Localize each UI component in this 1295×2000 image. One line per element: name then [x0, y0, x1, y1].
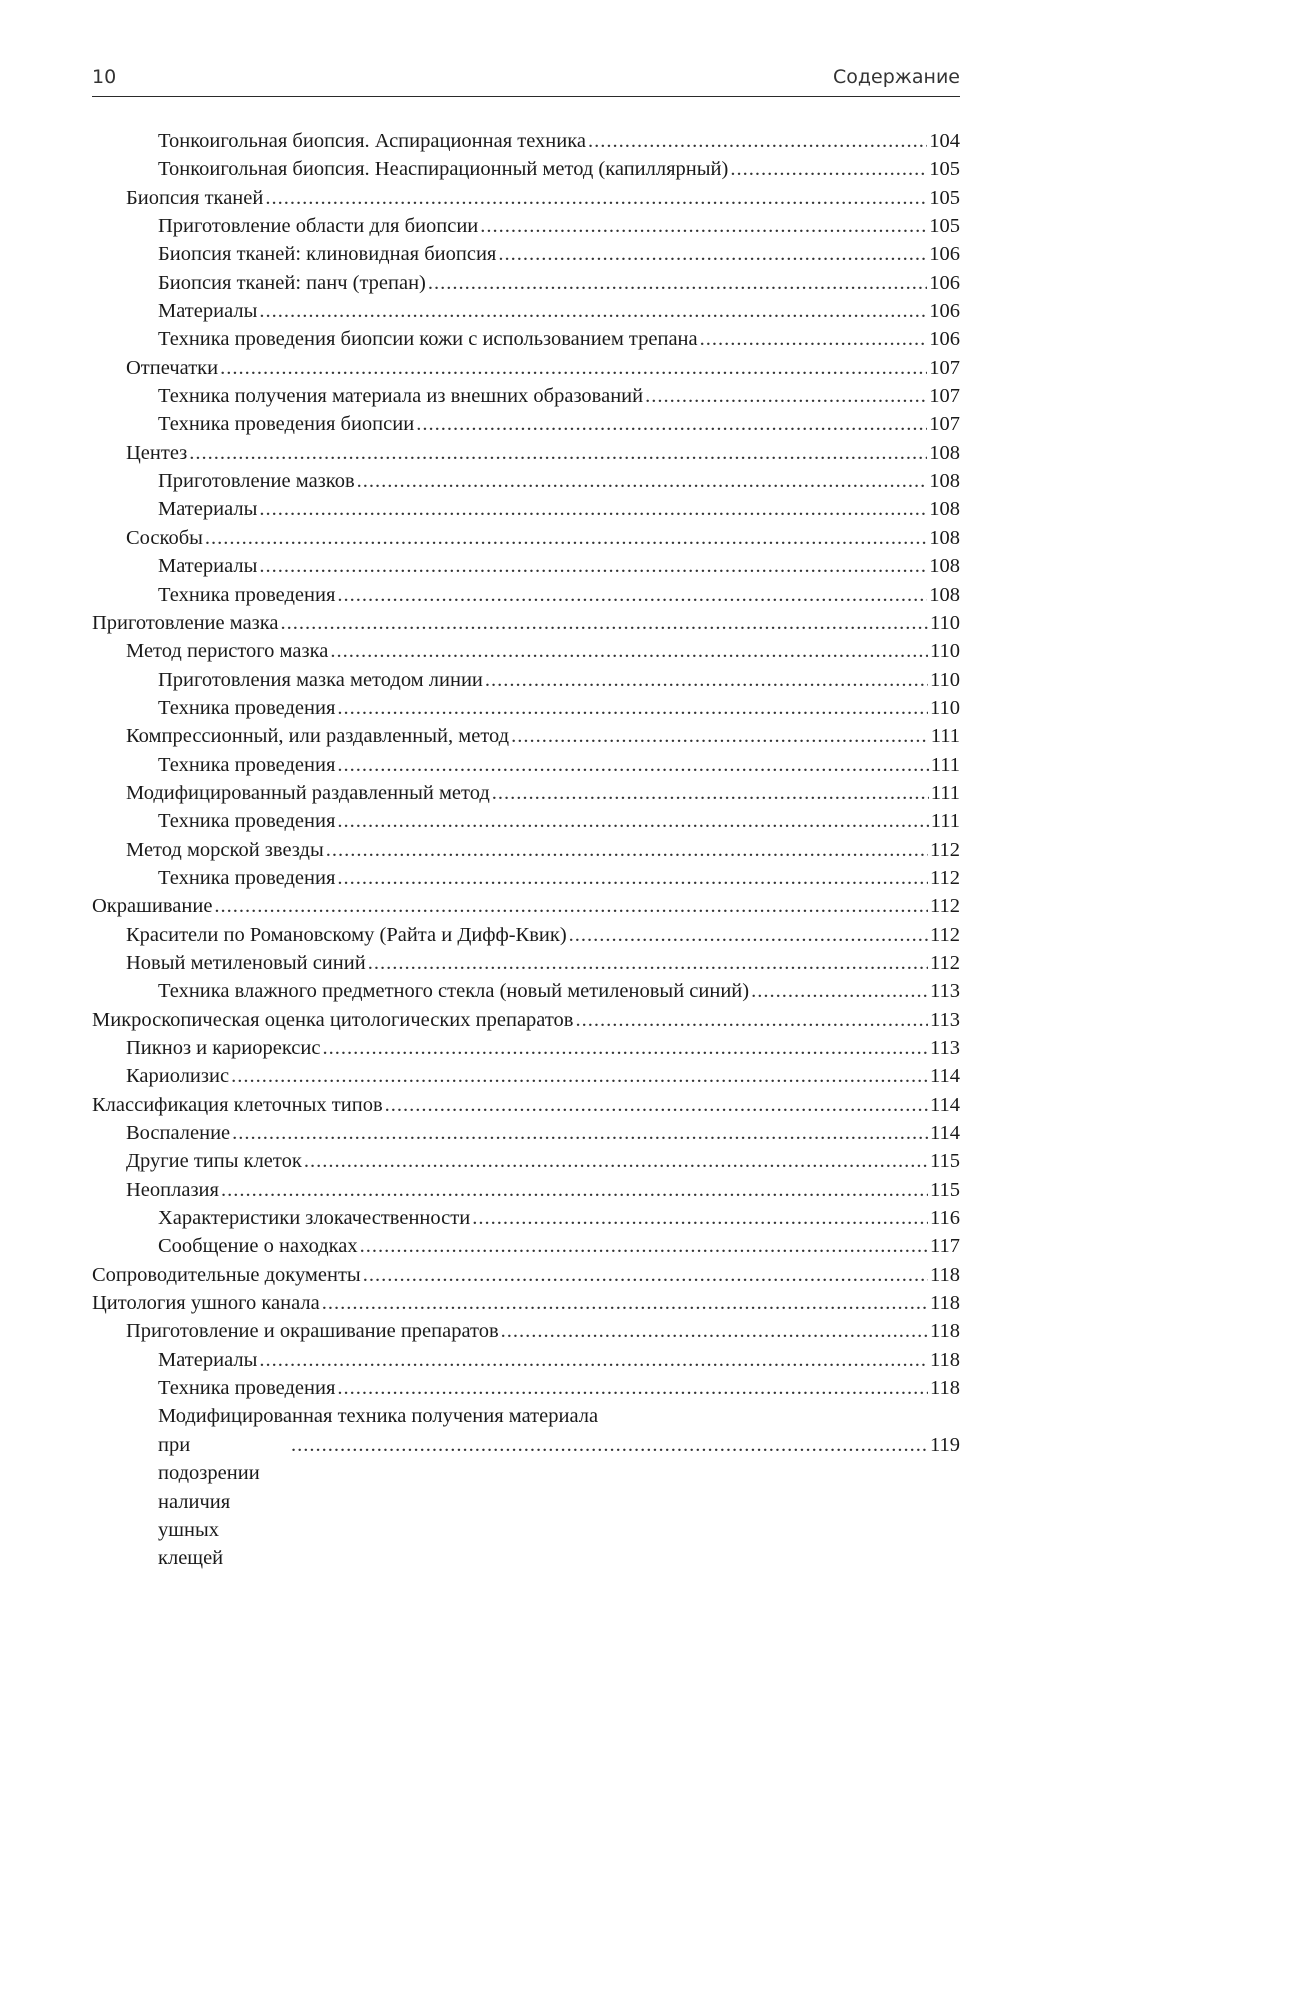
toc-entry-page: 112 [930, 838, 960, 861]
toc-entry-page: 107 [929, 413, 960, 436]
toc-entry-page: 108 [929, 441, 960, 464]
toc-entry-title: Сообщение о находках [158, 1235, 358, 1258]
toc-entry[interactable] [92, 410, 960, 438]
toc-entry-page: 111 [930, 810, 960, 833]
toc-entry-page: 111 [930, 725, 960, 748]
toc-entry-title: Воспаление [126, 1122, 231, 1145]
table-of-contents [92, 127, 960, 1570]
toc-entry-page: 108 [929, 583, 960, 606]
toc-entry[interactable] [92, 836, 960, 864]
toc-entry[interactable] [92, 240, 960, 268]
toc-entry-title: Пикноз и кариорексис [126, 1037, 321, 1059]
toc-entry-title: Цитология ушного канала [92, 1292, 320, 1315]
toc-entry[interactable] [92, 1176, 960, 1204]
toc-entry-title: Приготовление мазка [92, 611, 279, 634]
toc-entry[interactable] [92, 127, 960, 155]
toc-entry-page: 118 [930, 1348, 960, 1371]
toc-entry[interactable] [92, 1261, 960, 1289]
toc-entry-title: Техника проведения [158, 810, 336, 833]
dot-leader [569, 921, 928, 949]
dot-leader [428, 269, 927, 297]
running-head [92, 62, 960, 97]
toc-entry-page: 113 [930, 1037, 960, 1059]
toc-entry-page: 107 [929, 385, 960, 408]
toc-entry-page: 105 [929, 215, 960, 238]
dot-leader [511, 722, 929, 750]
toc-entry-page: 114 [930, 1093, 960, 1116]
toc-entry-page: 110 [930, 611, 960, 634]
dot-leader [291, 1431, 928, 1459]
dot-leader [220, 354, 927, 382]
toc-entry[interactable] [92, 1006, 960, 1034]
toc-entry[interactable] [92, 1091, 960, 1119]
dot-leader [357, 467, 928, 495]
toc-entry[interactable] [92, 694, 960, 722]
toc-entry[interactable] [92, 864, 960, 892]
toc-entry-title-line1: Модифицированная техника получения материала [158, 1405, 599, 1428]
dot-leader [232, 1119, 928, 1147]
toc-entry-page: 113 [930, 1008, 960, 1031]
toc-entry[interactable] [92, 892, 960, 920]
toc-entry-title: Биопсия тканей: панч (трепан) [158, 271, 426, 294]
dot-leader [337, 581, 927, 609]
toc-entry-title: Техника влажного предметного стекла (новый метиленовый синий) [158, 980, 750, 1003]
dot-leader [326, 836, 928, 864]
toc-entry-title: Техника проведения биопсии кожи с использованием трепана [158, 328, 698, 351]
dot-leader [337, 864, 928, 892]
toc-entry-page: 105 [929, 158, 960, 181]
toc-entry-title: Кариолизис [126, 1065, 230, 1088]
toc-entry-title: Новый метиленовый синий [126, 951, 366, 974]
dot-leader [700, 325, 928, 353]
dot-leader [337, 694, 928, 722]
toc-entry-ear-mite-technique[interactable] [92, 1402, 960, 1570]
toc-entry[interactable] [92, 1374, 960, 1402]
dot-leader [480, 212, 927, 240]
dot-leader [416, 410, 927, 438]
toc-entry[interactable] [92, 609, 960, 637]
toc-entry[interactable] [92, 751, 960, 779]
toc-entry[interactable] [92, 637, 960, 665]
toc-entry-page: 114 [930, 1065, 960, 1088]
toc-entry-title: Компрессионный, или раздавленный, метод [126, 725, 510, 748]
toc-entry-page: 106 [929, 243, 960, 266]
toc-entry-title-line2: при подозрении наличия ушных клещей [158, 1433, 260, 1570]
toc-entry[interactable] [92, 297, 960, 325]
toc-entry[interactable] [92, 212, 960, 240]
toc-entry-title: Тонкоигольная биопсия. Аспирационная техника [158, 130, 586, 152]
dot-leader [259, 495, 927, 523]
dot-leader [337, 1374, 928, 1402]
dot-leader [322, 1289, 928, 1317]
dot-leader [322, 1034, 928, 1062]
dot-leader [265, 184, 927, 212]
toc-entry[interactable] [92, 1232, 960, 1260]
toc-entry-title: Техника проведения биопсии [158, 413, 415, 436]
toc-entry-title: Красители по Романовскому (Райта и Дифф-Квик) [126, 923, 567, 946]
dot-leader [337, 807, 928, 835]
toc-entry-title: Приготовление и окрашивание препаратов [126, 1320, 499, 1343]
dot-leader [575, 1006, 928, 1034]
toc-entry-title: Соскобы [126, 526, 203, 549]
toc-entry-title: Классификация клеточных типов [92, 1093, 383, 1116]
toc-entry-page: 118 [930, 1292, 960, 1315]
toc-entry-title: Материалы [158, 555, 258, 578]
toc-entry-title: Окрашивание [92, 895, 213, 918]
dot-leader [360, 1232, 928, 1260]
toc-entry[interactable] [92, 1317, 960, 1345]
toc-entry-title: Микроскопическая оценка цитологических препаратов [92, 1008, 574, 1031]
toc-entry[interactable] [92, 1346, 960, 1374]
toc-entry-title: Неоплазия [126, 1178, 219, 1201]
section-title: Содержание [833, 66, 960, 88]
toc-entry-page: 118 [930, 1320, 960, 1343]
dot-leader [214, 892, 928, 920]
toc-entry[interactable] [92, 722, 960, 750]
dot-leader [304, 1147, 928, 1175]
dot-leader [588, 127, 927, 155]
toc-entry-page: 106 [929, 300, 960, 323]
toc-entry-title: Центез [126, 441, 188, 464]
toc-entry-page: 116 [930, 1207, 960, 1230]
toc-entry-title: Метод морской звезды [126, 838, 324, 861]
toc-entry-title: Техника получения материала из внешних образований [158, 385, 644, 408]
toc-entry[interactable] [92, 155, 960, 183]
toc-entry-page: 112 [930, 923, 960, 946]
toc-entry-page: 112 [930, 895, 960, 918]
toc-entry-title: Отпечатки [126, 356, 219, 379]
dot-leader [337, 751, 928, 779]
toc-entry-title: Материалы [158, 1348, 258, 1371]
toc-entry[interactable] [92, 1062, 960, 1090]
toc-entry[interactable] [92, 184, 960, 212]
toc-entry-title: Биопсия тканей: клиновидная биопсия [158, 243, 497, 266]
toc-entry-page: 118 [930, 1263, 960, 1286]
toc-entry[interactable] [92, 382, 960, 410]
toc-entry-title: Материалы [158, 498, 258, 521]
toc-entry[interactable] [92, 269, 960, 297]
toc-entry-page: 106 [929, 271, 960, 294]
toc-entry-page: 112 [930, 866, 960, 889]
toc-entry[interactable] [92, 495, 960, 523]
toc-entry-title: Материалы [158, 300, 258, 323]
toc-entry[interactable] [92, 977, 960, 1005]
dot-leader [498, 240, 927, 268]
toc-entry-page: 108 [929, 498, 960, 521]
toc-entry[interactable] [92, 552, 960, 580]
toc-entry[interactable] [92, 439, 960, 467]
toc-entry-title: Приготовление мазков [158, 470, 355, 493]
dot-leader [368, 949, 928, 977]
toc-entry[interactable] [92, 325, 960, 353]
toc-entry-page: 104 [929, 130, 960, 152]
toc-entry[interactable] [92, 581, 960, 609]
toc-entry-title: Другие типы клеток [126, 1150, 302, 1173]
toc-entry-page: 118 [930, 1377, 960, 1400]
toc-entry-title: Техника проведения [158, 753, 336, 776]
toc-entry-page: 110 [930, 668, 960, 691]
dot-leader [189, 439, 927, 467]
toc-entry-page: 117 [930, 1235, 960, 1258]
toc-entry-title: Модифицированный раздавленный метод [126, 781, 490, 804]
toc-entry[interactable] [92, 779, 960, 807]
page-number: 10 [92, 66, 117, 88]
dot-leader [221, 1176, 928, 1204]
toc-entry-page: 110 [930, 696, 960, 719]
toc-entry-title: Техника проведения [158, 696, 336, 719]
dot-leader [281, 609, 928, 637]
toc-entry[interactable] [92, 1119, 960, 1147]
toc-entry-page: 119 [930, 1433, 960, 1456]
toc-entry-page: 115 [930, 1150, 960, 1173]
toc-entry-page: 106 [929, 328, 960, 351]
dot-leader [231, 1062, 928, 1090]
toc-entry[interactable] [92, 921, 960, 949]
toc-entry[interactable] [92, 1204, 960, 1232]
toc-entry-page: 113 [930, 980, 960, 1003]
toc-entry-title: Техника проведения [158, 1377, 336, 1400]
toc-entry-title: Техника проведения [158, 583, 336, 606]
dot-leader [492, 779, 929, 807]
dot-leader [259, 297, 927, 325]
toc-entry-title: Метод перистого мазка [126, 640, 329, 663]
dot-leader [259, 1346, 928, 1374]
dot-leader [363, 1261, 928, 1289]
toc-entry-title: Техника проведения [158, 866, 336, 889]
dot-leader [472, 1204, 928, 1232]
toc-entry-page: 112 [930, 951, 960, 974]
toc-entry-page: 105 [929, 186, 960, 209]
toc-entry[interactable] [92, 666, 960, 694]
toc-entry-title: Тонкоигольная биопсия. Неаспирационный метод (капиллярный) [158, 158, 729, 181]
toc-entry[interactable] [92, 1147, 960, 1175]
toc-entry-page: 115 [930, 1178, 960, 1201]
dot-leader [259, 552, 927, 580]
toc-entry[interactable] [92, 949, 960, 977]
toc-entry[interactable] [92, 354, 960, 382]
dot-leader [485, 666, 928, 694]
toc-entry[interactable] [92, 807, 960, 835]
toc-entry-page: 108 [929, 555, 960, 578]
dot-leader [205, 524, 927, 552]
dot-leader [730, 155, 927, 183]
toc-entry-title: Биопсия тканей [126, 186, 264, 209]
toc-entry-title: Характеристики злокачественности [158, 1207, 471, 1230]
toc-entry-title: Приготовление области для биопсии [158, 215, 479, 238]
toc-entry[interactable] [92, 467, 960, 495]
dot-leader [501, 1317, 928, 1345]
toc-entry[interactable] [92, 1034, 960, 1062]
toc-entry-page: 107 [929, 356, 960, 379]
toc-entry-page: 114 [930, 1122, 960, 1145]
toc-entry[interactable] [92, 524, 960, 552]
toc-entry-title: Приготовления мазка методом линии [158, 668, 483, 691]
dot-leader [330, 637, 928, 665]
toc-entry-page: 111 [930, 753, 960, 776]
dot-leader [385, 1091, 928, 1119]
toc-entry-title: Сопроводительные документы [92, 1263, 361, 1286]
dot-leader [645, 382, 927, 410]
dot-leader [751, 977, 928, 1005]
toc-entry-page: 110 [930, 640, 960, 663]
toc-entry-page: 108 [929, 470, 960, 493]
toc-entry-page: 108 [929, 526, 960, 549]
toc-entry[interactable] [92, 1289, 960, 1317]
toc-entry-page: 111 [930, 781, 960, 804]
